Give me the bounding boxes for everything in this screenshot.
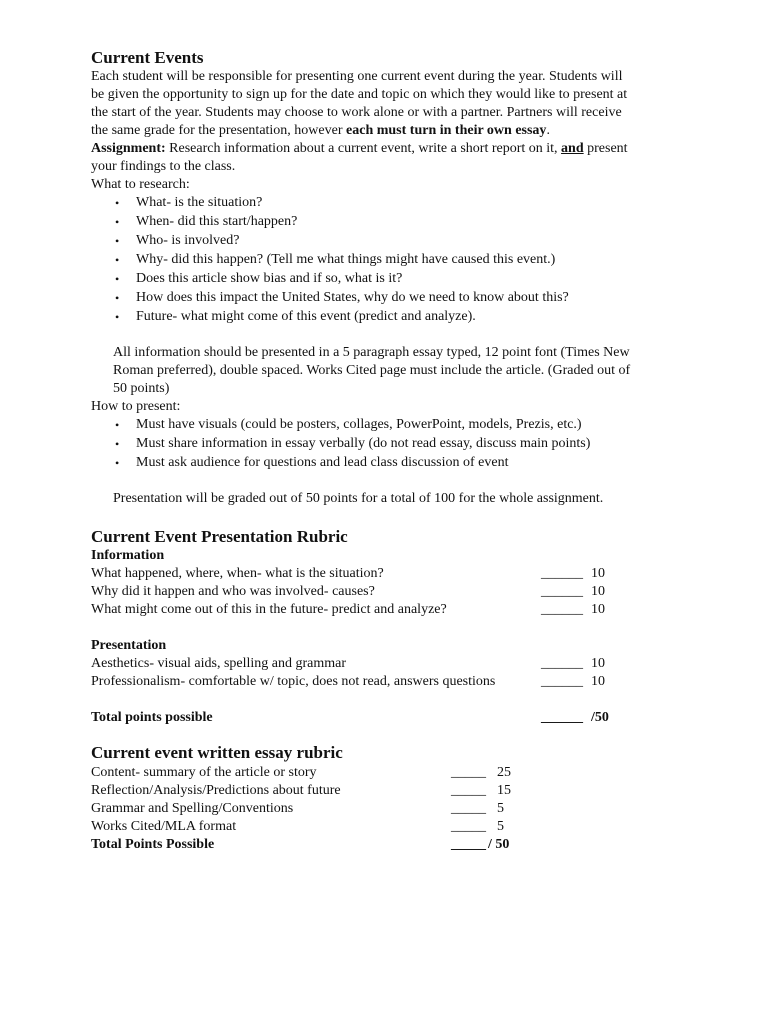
rubric-row-label: What happened, where, when- what is the situation? <box>91 566 384 581</box>
present-item: Must share information in essay verbally (do not read essay, discuss main points) <box>136 436 591 451</box>
essay-note-line-2: Roman preferred), double spaced. Works Cited page must include the article. (Graded out of <box>113 363 631 378</box>
total-points-value: /50 <box>591 710 609 725</box>
total-points-value: / 50 <box>488 837 510 852</box>
research-item: When- did this start/happen? <box>136 214 298 229</box>
research-item: How does this impact the United States, why do we need to know about this? <box>136 290 569 305</box>
rubric-row-label: Professionalism- comfortable w/ topic, does not read, answers questions <box>91 674 496 689</box>
points-value: 5 <box>497 819 504 834</box>
bullet-icon: • <box>115 310 120 324</box>
score-blank: ______ <box>541 566 583 581</box>
presentation-rubric-title: Current Event Presentation Rubric <box>91 527 348 546</box>
score-blank: ______ <box>541 710 583 725</box>
essay-row-label: Works Cited/MLA format <box>91 819 237 834</box>
intro-line-4 <box>91 122 550 140</box>
points-value: 10 <box>591 566 605 581</box>
research-item: Who- is involved? <box>136 233 240 248</box>
intro-emphasis: each must turn in their own essay <box>346 123 547 138</box>
assignment-line-2: your findings to the class. <box>91 159 236 174</box>
essay-note-line-3: 50 points) <box>113 381 170 396</box>
bullet-icon: • <box>115 456 120 470</box>
essay-note-line-1: All information should be presented in a 5 paragraph essay typed, 12 point font (Times New <box>113 345 630 360</box>
assignment-text: Research information about a current event, write a short report on it, <box>165 141 562 156</box>
points-value: 5 <box>497 801 504 816</box>
bullet-icon: • <box>115 253 120 267</box>
score-blank: ______ <box>541 602 583 617</box>
assignment-label: Assignment: <box>91 141 166 156</box>
assignment-line-1 <box>91 140 628 158</box>
essay-row-label: Grammar and Spelling/Conventions <box>91 801 294 816</box>
essay-row-label: Content- summary of the article or story <box>91 765 317 780</box>
essay-row-label: Reflection/Analysis/Predictions about future <box>91 783 341 798</box>
points-value: 15 <box>497 783 511 798</box>
points-value: 25 <box>497 765 511 780</box>
presentation-heading: Presentation <box>91 638 167 653</box>
essay-total-label: Total Points Possible <box>91 837 215 852</box>
score-blank: ______ <box>541 674 583 689</box>
bullet-icon: • <box>115 291 120 305</box>
score-blank: _____ <box>451 801 486 816</box>
rubric-row-label: What might come out of this in the future- predict and analyze? <box>91 602 447 617</box>
points-value: 10 <box>591 584 605 599</box>
bullet-icon: • <box>115 215 120 229</box>
research-item: Future- what might come of this event (predict and analyze). <box>136 309 476 324</box>
bullet-icon: • <box>115 234 120 248</box>
assignment-and: and <box>561 141 584 156</box>
section-title-current-events: Current Events <box>91 48 204 67</box>
score-blank: _____ <box>451 819 486 834</box>
research-item: What- is the situation? <box>136 195 263 210</box>
what-to-research-label: What to research: <box>91 177 190 192</box>
points-value: 10 <box>591 674 605 689</box>
grading-note: Presentation will be graded out of 50 points for a total of 100 for the whole assignment. <box>113 491 604 506</box>
score-blank: ______ <box>541 656 583 671</box>
score-blank: _____ <box>451 783 486 798</box>
how-to-present-label: How to present: <box>91 399 181 414</box>
intro-line-4-text: the same grade for the presentation, however <box>91 123 347 138</box>
rubric-row-label: Aesthetics- visual aids, spelling and grammar <box>91 656 347 671</box>
points-value: 10 <box>591 656 605 671</box>
bullet-icon: • <box>115 437 120 451</box>
intro-line-3: the start of the year. Students may choose to work alone or with a partner. Partners will receive <box>91 105 622 120</box>
research-item: Does this article show bias and if so, what is it? <box>136 271 403 286</box>
intro-line-4-end: . <box>546 123 550 138</box>
bullet-icon: • <box>115 272 120 286</box>
score-blank: _____ <box>451 837 486 852</box>
present-item: Must ask audience for questions and lead class discussion of event <box>136 455 509 470</box>
points-value: 10 <box>591 602 605 617</box>
bullet-icon: • <box>115 196 120 210</box>
presentation-total-label: Total points possible <box>91 710 213 725</box>
research-item: Why- did this happen? (Tell me what things might have caused this event.) <box>136 252 556 267</box>
score-blank: _____ <box>451 765 486 780</box>
present-item: Must have visuals (could be posters, collages, PowerPoint, models, Prezis, etc.) <box>136 417 582 432</box>
assignment-post: present <box>583 141 628 156</box>
score-blank: ______ <box>541 584 583 599</box>
bullet-icon: • <box>115 418 120 432</box>
essay-rubric-title: Current event written essay rubric <box>91 743 343 762</box>
intro-line-1: Each student will be responsible for presenting one current event during the year. Students will <box>91 69 623 84</box>
intro-line-2: be given the opportunity to sign up for the date and topic on which they would like to present at <box>91 87 628 102</box>
rubric-row-label: Why did it happen and who was involved- causes? <box>91 584 375 599</box>
information-heading: Information <box>91 548 165 563</box>
